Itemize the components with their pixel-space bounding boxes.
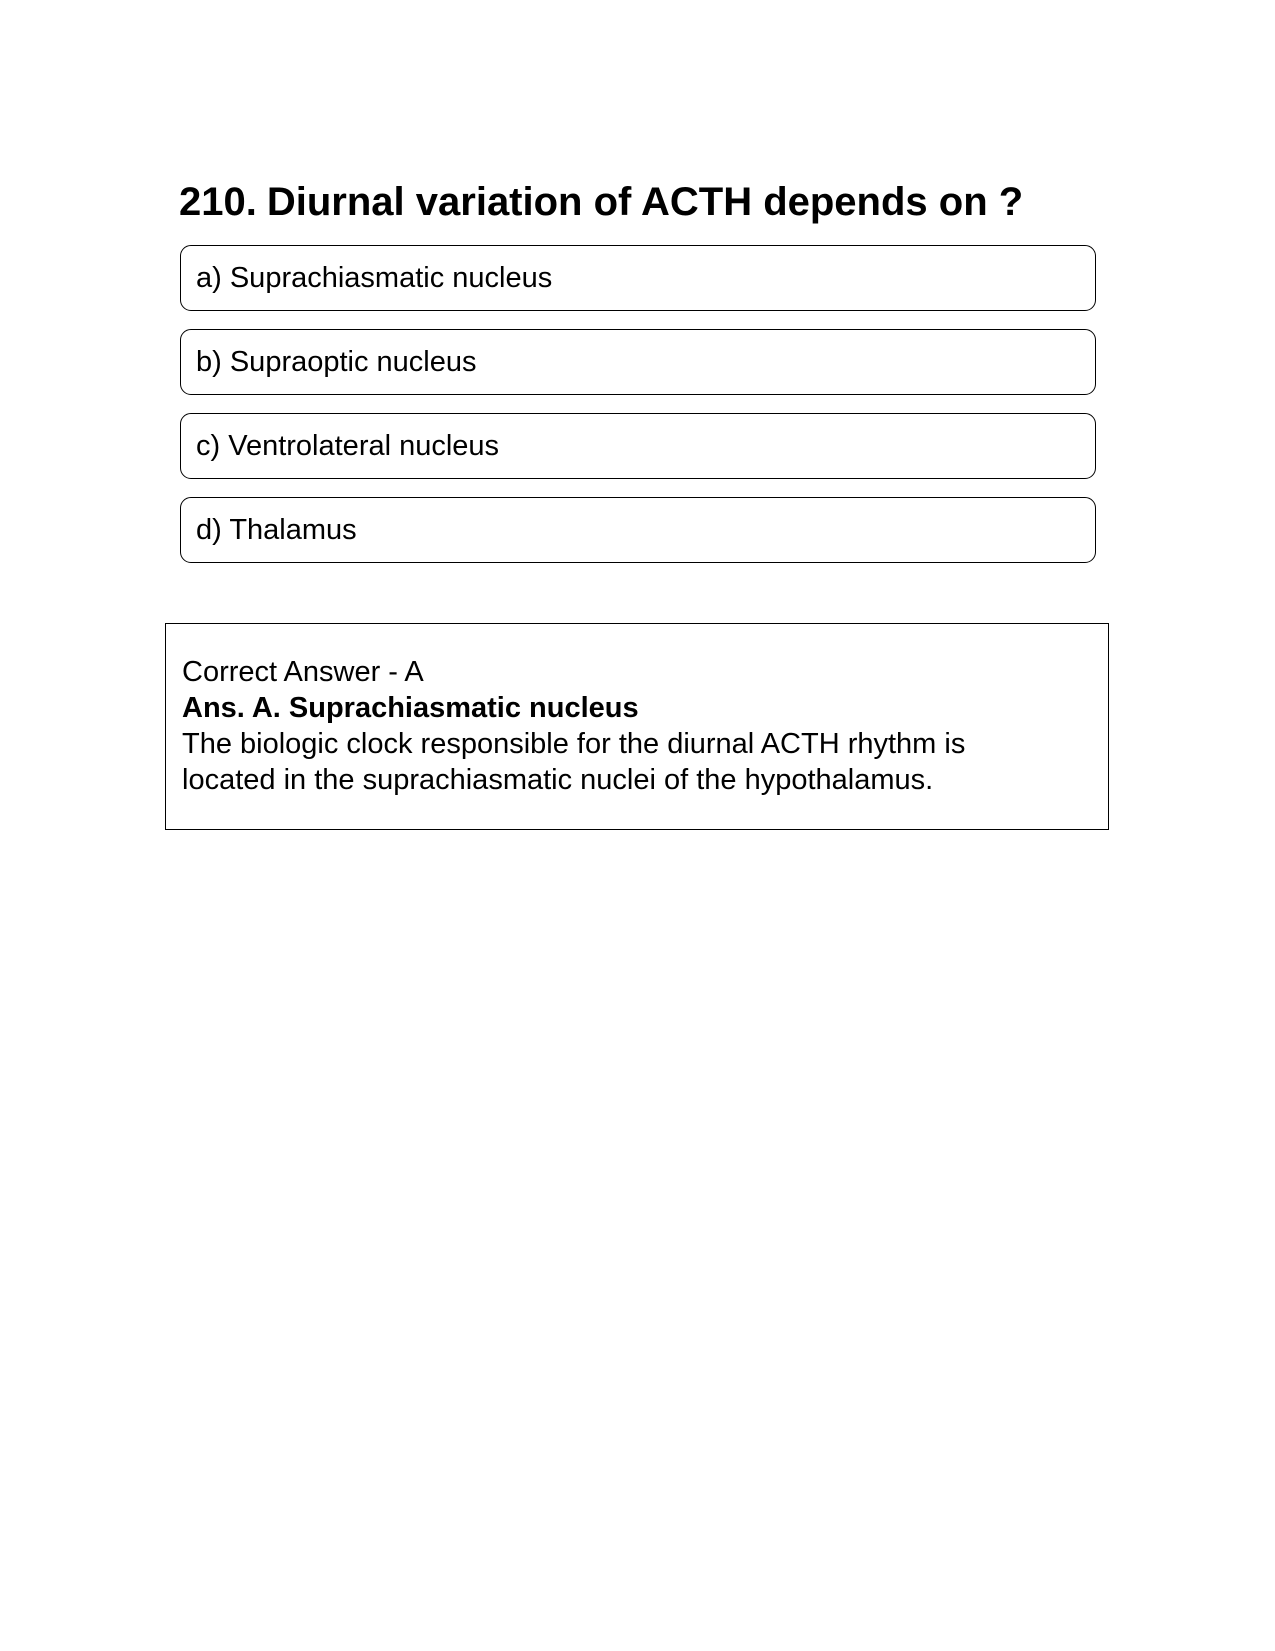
option-c-label: c) Ventrolateral nucleus (196, 430, 500, 462)
answer-heading: Ans. A. Suprachiasmatic nucleus (182, 692, 639, 724)
answer-box (165, 623, 1109, 830)
option-d-label: d) Thalamus (196, 514, 357, 546)
explanation-line-1: The biologic clock responsible for the diurnal ACTH rhythm is (182, 728, 966, 760)
explanation-line-2: located in the suprachiasmatic nuclei of the hypothalamus. (182, 764, 934, 796)
option-b[interactable] (180, 329, 1096, 395)
option-b-label: b) Supraoptic nucleus (196, 346, 477, 378)
option-d[interactable] (180, 497, 1096, 563)
question-number: 210. (179, 180, 257, 224)
question-heading (179, 178, 1099, 226)
correct-answer-text: Correct Answer - A (182, 656, 424, 688)
option-a-label: a) Suprachiasmatic nucleus (196, 262, 553, 294)
question-text: Diurnal variation of ACTH depends on ? (266, 180, 1024, 224)
option-a[interactable] (180, 245, 1096, 311)
option-c[interactable] (180, 413, 1096, 479)
